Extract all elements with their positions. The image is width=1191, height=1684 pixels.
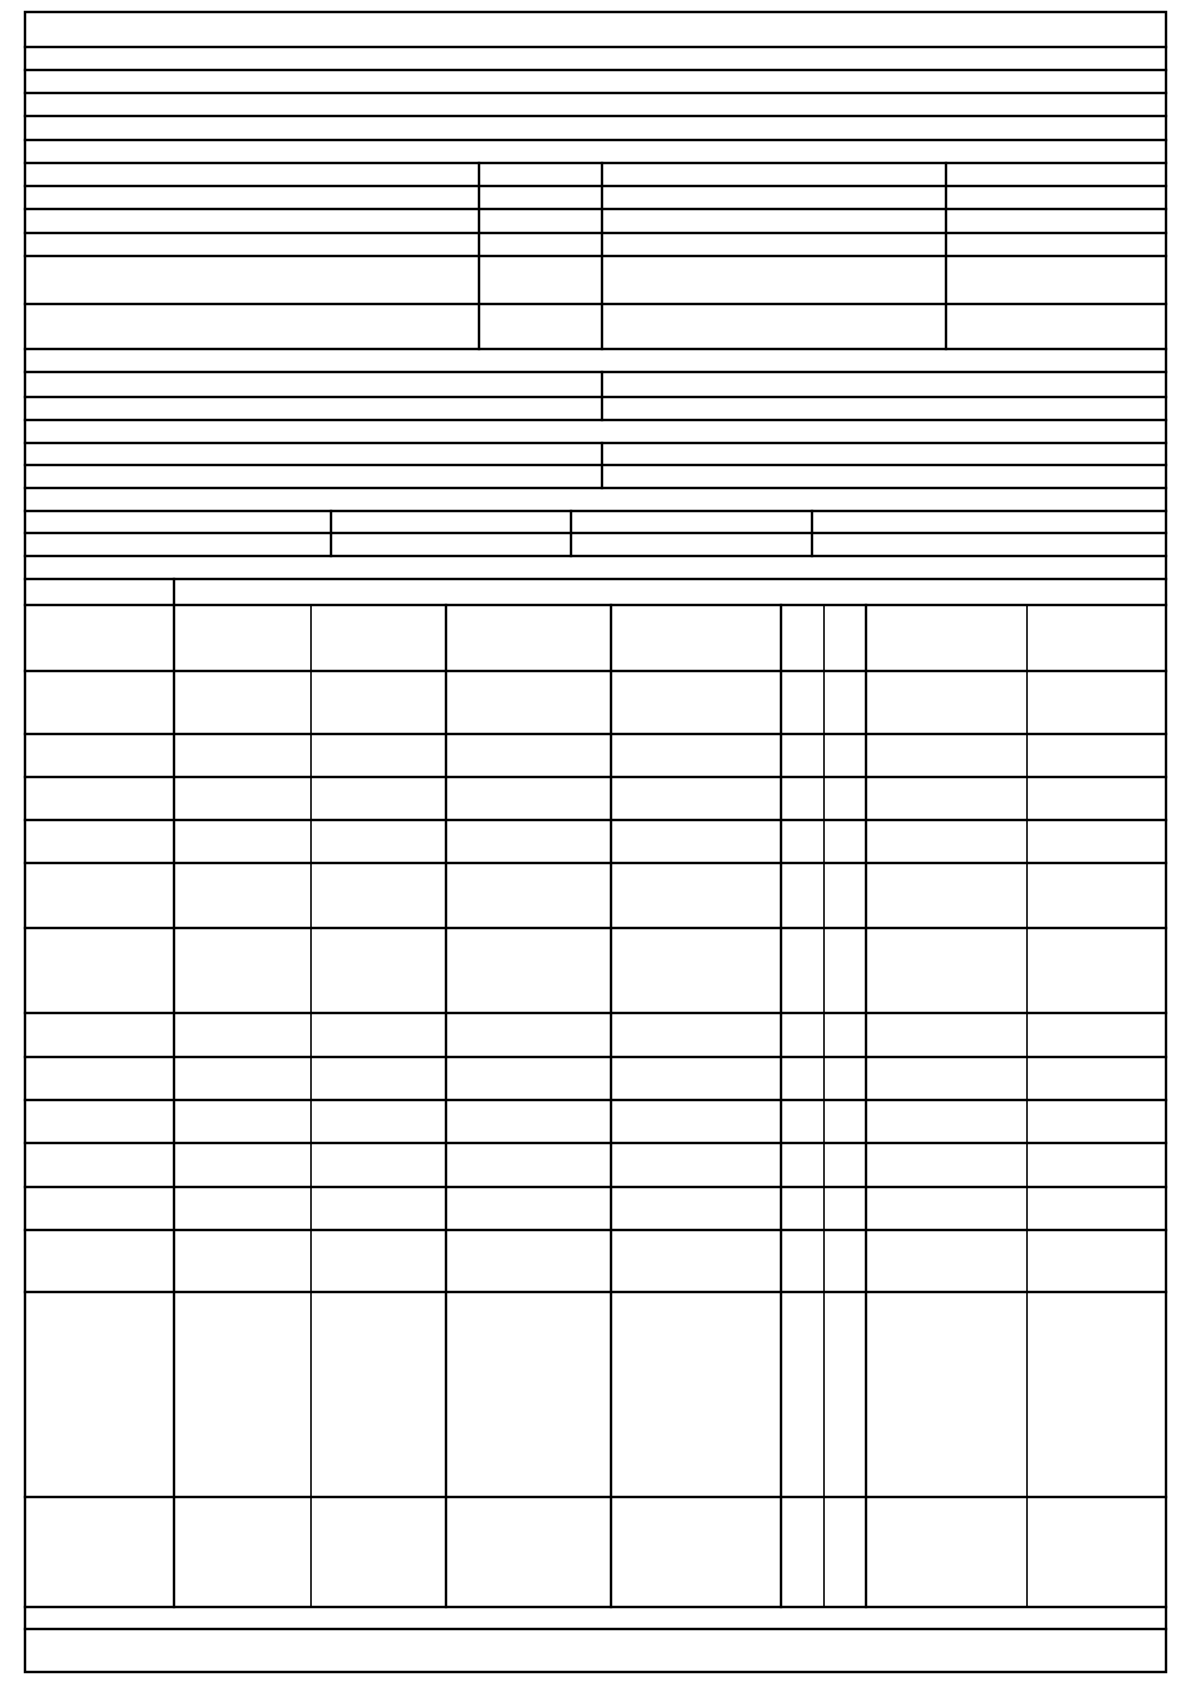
form-outer-border [25,12,1166,1672]
